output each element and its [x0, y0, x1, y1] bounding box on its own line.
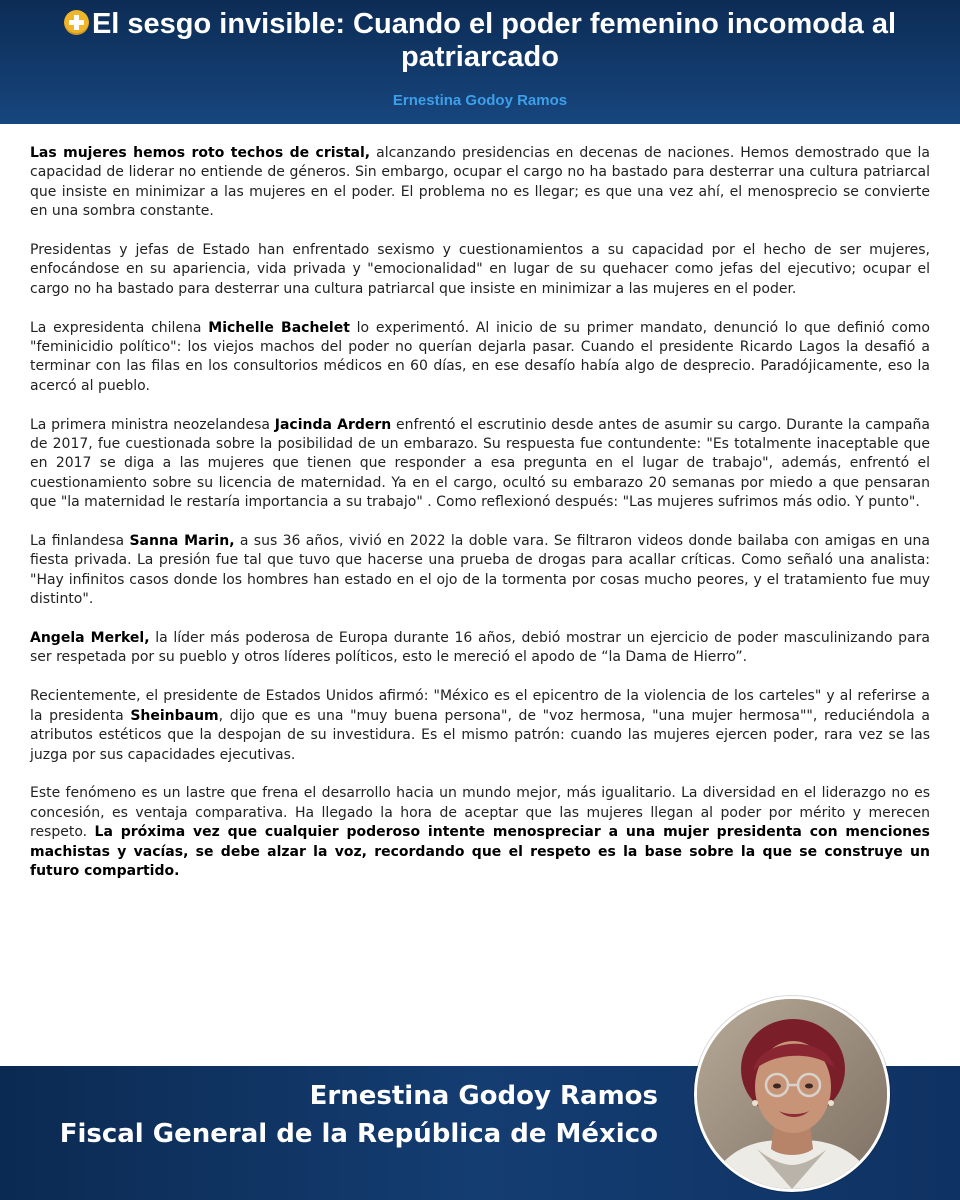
paragraph-1	[30, 144, 930, 222]
paragraph-5-after: a sus 36 años, vivió en 2022 la doble vara. Se filtraron videos donde bailaba con amigas en una fiesta privada. La presión fue tal que tuvo que hacerse una prueba de drogas para acallar críticas. Como señaló una analista: "Hay infinitos casos donde los hombres han estado en el ojo de la tormenta por cosas mucho peores, y el tratamiento fue muy distinto".	[30, 533, 930, 608]
paragraph-5	[30, 532, 930, 610]
article-title-text: El sesgo invisible: Cuando el poder femenino incomoda al patriarcado	[91, 8, 897, 73]
article-body	[30, 144, 930, 901]
paragraph-1-bold: Las mujeres hemos roto techos de cristal,	[30, 145, 371, 161]
paragraph-7-after: , dijo que es una "muy buena persona", de "voz hermosa, "una mujer hermosa"", reduciéndola a atributos estéticos que la despojan de su investidura. Es el mismo patrón: cuando las mujeres ejercen poder, rara vez se las juzga por sus capacidades ejecutivas.	[30, 707, 930, 763]
paragraph-3-after: lo experimentó. Al inicio de su primer mandato, denunció lo que definió como "feminicidio político": los viejos machos del poder no querían dejarla pasar. Cuando el presidente Ricardo Lagos la desafió a terminar con las filas en los consultorios médicos en 60 días, en ese desafío había algo de desprecio. Paradójicamente, eso la acercó al pueblo.	[30, 319, 930, 394]
paragraph-4	[30, 416, 930, 513]
footer-signature	[60, 1078, 658, 1154]
paragraph-6	[30, 629, 930, 668]
paragraph-3	[30, 319, 930, 397]
paragraph-7-bold: Sheinbaum	[130, 707, 219, 724]
portrait-illustration	[697, 999, 887, 1189]
paragraph-4-after: enfrentó el escrutinio desde antes de asumir su cargo. Durante la campaña de 2017, fue cuestionada sobre la posibilidad de un embarazo. Su respuesta fue contundente: "Es totalmente inaceptable que en 2017 se diga a las mujeres que tienen que responder a esa pregunta en el lugar de trabajo", además, enfrentó el cuestionamiento sobre su licencia de maternidad. Ya en el cargo, ocultó su embarazo 20 semanas por miedo a que pensaran que "la maternidad le restaría importancia a su trabajo" . Como reflexionó después: "Las mujeres sufrimos más odio. Y punto".	[30, 416, 931, 511]
paragraph-2-text: Presidentas y jefas de Estado han enfrentado sexismo y cuestionamientos a su capacidad por el hecho de ser mujeres, enfocándose en su apariencia, vida privada y "emocionalidad" en lugar de su quehacer como jefas del ejecutivo; ocupar el cargo no ha bastado para desterrar una cultura patriarcal que insiste en minimizar a las mujeres en el poder.	[30, 242, 930, 297]
paragraph-5-bold: Sanna Marin,	[129, 533, 235, 550]
footer-author-role: Fiscal General de la República de México	[59, 1119, 658, 1149]
paragraph-1-text: alcanzando presidencias en decenas de naciones. Hemos demostrado que la capacidad de liderar no entiende de géneros. Sin embargo, ocupar el cargo no ha bastado para desterrar una cultura patriarcal que insiste en minimizar a las mujeres en el poder. El problema no es llegar; es que una vez ahí, el menosprecio se convierte en una sombra constante.	[30, 145, 931, 220]
paragraph-4-before: La primera ministra neozelandesa	[30, 416, 275, 433]
article-header	[0, 0, 960, 124]
plus-circle-icon	[64, 10, 89, 35]
paragraph-7	[30, 687, 930, 765]
paragraph-8	[30, 784, 930, 881]
article-title	[0, 8, 960, 74]
paragraph-8-bold: La próxima vez que cualquier poderoso intente menospreciar a una mujer presidenta con menciones machistas y vacías, se debe alzar la voz, recordando que el respeto es la base sobre la que se construye un futuro compartido.	[30, 824, 930, 879]
paragraph-8-text: Este fenómeno es un lastre que frena el desarrollo hacia un mundo mejor, más igualitario. La diversidad en el liderazgo no es concesión, es ventaja comparativa. Ha llegado la hora de aceptar que las mujeres llegan al poder por mérito y merecen respeto.	[30, 785, 930, 841]
paragraph-2	[30, 241, 930, 299]
paragraph-7-before: Recientemente, el presidente de Estados Unidos afirmó: "México es el epicentro de la violencia de los carteles" y al referirse a la presidenta	[30, 688, 930, 724]
article-author: Ernestina Godoy Ramos	[392, 92, 568, 109]
paragraph-3-before: La expresidenta chilena	[30, 319, 209, 336]
footer-author-name: Ernestina Godoy Ramos	[309, 1081, 658, 1111]
paragraph-6-after: la líder más poderosa de Europa durante 16 años, debió mostrar un ejercicio de poder masculinizando para ser respetada por su pueblo y otros líderes políticos, esto le mereció el apodo de “la Dama de Hierro”.	[30, 630, 930, 666]
paragraph-4-bold: Jacinda Ardern	[274, 416, 392, 433]
paragraph-6-bold: Angela Merkel,	[30, 630, 150, 647]
paragraph-3-bold: Michelle Bachelet	[208, 319, 350, 336]
author-portrait	[694, 996, 890, 1192]
paragraph-5-before: La finlandesa	[30, 533, 130, 550]
